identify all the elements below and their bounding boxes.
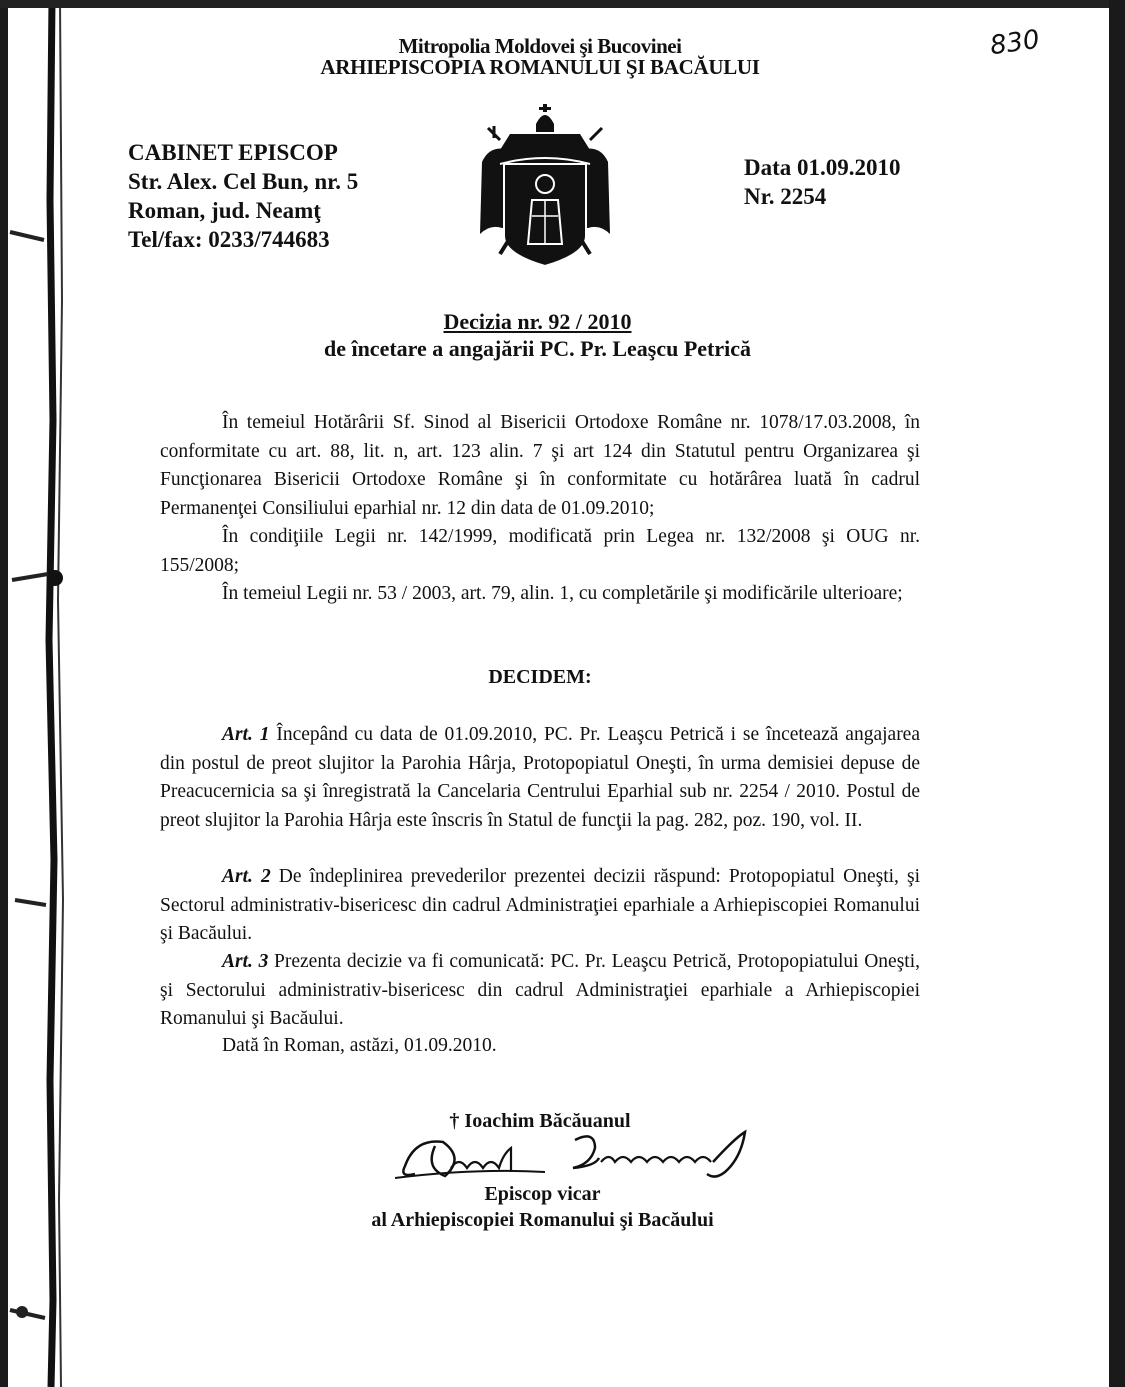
header-archdiocese: ARHIEPISCOPIA ROMANULUI ŞI BACĂULUI	[320, 55, 760, 79]
given-at-line: Dată în Roman, astăzi, 01.09.2010.	[222, 1035, 497, 1056]
signatory-name: † Ioachim Băcăuanul	[449, 1110, 631, 1132]
office-name: CABINET EPISCOP	[128, 140, 338, 165]
article-1-label: Art. 1	[222, 724, 270, 745]
document-date: Data 01.09.2010	[744, 155, 901, 180]
scan-top-edge	[0, 0, 1125, 8]
article-1	[160, 721, 920, 835]
preamble-paragraph-3: În temeiul Legii nr. 53 / 2003, art. 79, alin. 1, cu completările şi modificările ulterioare;	[222, 583, 903, 604]
scan-left-edge	[0, 0, 72, 1387]
signatory-role: Episcop vicar	[484, 1183, 601, 1205]
coat-of-arms-icon	[470, 104, 620, 272]
preamble-paragraph-1: În temeiul Hotărârii Sf. Sinod al Bisericii Ortodoxe Române nr. 1078/17.03.2008, în conformitate cu art. 88, lit. n, art. 123 alin. 7 şi art 124 din Statutul pentru Organizarea şi Funcţionarea Bisericii Ortodoxe Române şi în conformitate cu hotărârea luată în cadrul Permanenţei Consiliului eparhial nr. 12 din data de 01.09.2010;	[160, 412, 920, 519]
article-3	[160, 948, 920, 1034]
preamble-paragraph-2: În condiţiile Legii nr. 142/1999, modificată prin Legea nr. 132/2008 şi OUG nr. 155/2008;	[160, 526, 920, 576]
article-2	[160, 863, 920, 949]
article-3-text: Prezenta decizie va fi comunicată: PC. Pr. Leaşcu Petrică, Protopopiatului Oneşti, şi Sectorului administrativ-bisericesc din cadrul Administraţiei eparhiale a Arhiepiscopiei Romanului şi Bacăului.	[160, 951, 920, 1029]
decidem-heading: DECIDEM:	[488, 666, 592, 688]
article-2-text: De îndeplinirea prevederilor prezentei decizii răspund: Protopopiatul Oneşti, şi Sectorul administrativ-bisericesc din cadrul Administraţiei eparhiale a Arhiepiscopiei Romanului şi Bacăului.	[160, 866, 921, 944]
decision-subtitle: de încetare a angajării PC. Pr. Leaşcu Petrică	[323, 336, 752, 361]
document-number: Nr. 2254	[744, 184, 827, 209]
scan-right-edge	[1109, 0, 1125, 1387]
article-3-label: Art. 3	[222, 951, 269, 972]
office-phone: Tel/fax: 0233/744683	[128, 227, 330, 252]
signatory-institution: al Arhiepiscopiei Romanului şi Bacăului	[371, 1209, 714, 1231]
office-city: Roman, jud. Neamţ	[128, 198, 321, 223]
article-1-text: Începând cu data de 01.09.2010, PC. Pr. Leaşcu Petrică i se încetează angajarea din postul de preot slujitor la Parohia Hârja, Protopopiatul Oneşti, în urma demisiei depuse de Preacucernicia sa şi înregistrată la Cancelaria Centrului Eparhial sub nr. 2254 / 2010. Postul de preot slujitor la Parohia Hârja este înscris în Statul de funcţii la pag. 282, poz. 190, vol. II.	[160, 724, 920, 831]
article-2-label: Art. 2	[222, 866, 271, 887]
header-metropolis: Mitropolia Moldovei şi Bucovinei	[398, 34, 682, 58]
office-street: Str. Alex. Cel Bun, nr. 5	[128, 169, 359, 194]
office-address-block	[128, 138, 358, 254]
decision-title: Decizia nr. 92 / 2010	[443, 309, 632, 334]
handwritten-page-number: 830	[988, 24, 1042, 62]
date-block	[744, 153, 901, 211]
